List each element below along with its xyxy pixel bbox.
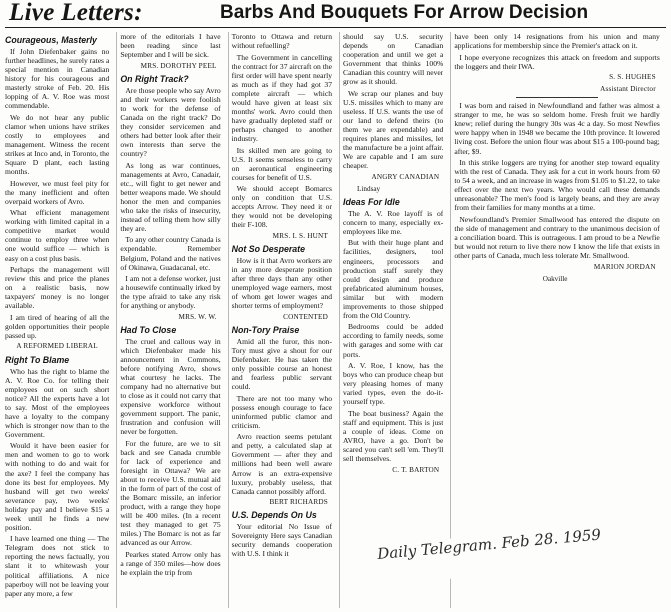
- letter-paragraph: Are those people who say Avro and their workers were foolish to work for the defense of Canada on the right track? Do they consider servicemen and others had better look after their own interests than serve the country?: [120, 85, 221, 159]
- letter-paragraph: I am tired of hearing of all the golden opportunities their people passed up.: [5, 312, 110, 340]
- letter-paragraph: What efficient management working with limited capital in a competitive market would continue to employ three when one would suffice — which is easy on a cost plus basis.: [5, 208, 110, 263]
- letter-paragraph: I was born and raised in Newfoundland and father was almost a stranger to me, he was so seldom home. Fresh fruit we hardly knew; relief during the hungry 30s was 4c a day. So most Newfies were happy when in 1948 we became the 10th province. It lowered living cost. Before the union flour was about $15 a 100-pound bag; after, $9.: [454, 101, 660, 156]
- column-2: [116, 32, 220, 608]
- column-4: [339, 32, 443, 608]
- letter-signature: MRS. I. S. HUNT: [272, 231, 328, 240]
- letter-paragraph: Bedrooms could be added according to family needs, some with garages and some with car ports.: [343, 322, 444, 359]
- letter-subhead: Not So Desperate: [231, 244, 305, 255]
- letter-subhead: U.S. Depends On Us: [231, 510, 317, 521]
- letter-paragraph: I hope everyone recognizes this attack on freedom and supports the loggers and their IWA.: [454, 52, 660, 71]
- letter-paragraph: Toronto to Ottawa and return without refuelling?: [231, 32, 332, 51]
- letter-paragraph: We do not hear any public clamor when unions have strikes costly to employees and management. Witness the recent strikes at Inco and, in Toronto, the Square D plant, each lasting months.: [5, 112, 110, 177]
- letter-paragraph: The boat business? Again the staff and equipment. This is just a couple of ideas. Come on AVRO, have a go. Don't be scared you can't sell 'em. They'll sell themselves.: [343, 408, 444, 464]
- letter-paragraph: There are not too many who possess enough courage to face uninformed public clamor and criticism.: [231, 393, 332, 430]
- letter-paragraph: more of the editorials I have been reading since last September and I will be sick.: [120, 32, 221, 60]
- letter-signature-title: Assistant Director: [600, 85, 656, 94]
- letter-paragraph: However, we must feel pity for the many inefficient and often overpaid workers of Avro.: [5, 178, 110, 206]
- letter-paragraph: Who has the right to blame the A. V. Roe Co. for telling their employees out on such short notice? All the experts have a lot to say. Most of the employees have a loyalty to the company which is stronger now than to the Government.: [5, 366, 110, 439]
- letter-subhead: On Right Track?: [120, 73, 189, 84]
- letter-paragraph: To any other country Canada is expendable. Remember Belgium, Poland and the natives of Okinawa, Guadacanal, etc.: [120, 235, 221, 272]
- letter-paragraph: I am not a defense worker, just a housewife continually irked by the type afraid to take any risk for anything or anybody.: [120, 274, 221, 311]
- letter-paragraph: Your editorial No Issue of Sovereignty Here says Canadian security demands cooperation with U.S. I think it: [231, 522, 332, 559]
- letter-paragraph: The A. V. Roe layoff is of concern to many, especially ex-employees like me.: [343, 208, 444, 236]
- letter-paragraph: How is it that Avro workers are in any more desperate position after three days than any other unemployed wage earners, most of whom get lower wages and shorter terms of employment?: [231, 256, 332, 311]
- letter-subhead: Ideas For Idle: [343, 196, 400, 207]
- letter-divider: [516, 97, 598, 98]
- column-5: [450, 32, 666, 608]
- letter-paragraph: Newfoundland's Premier Smallwood has entered the dispute on the side of management and contrary to the unanimous decision of a conciliation board. This is outrageous. I am proud to be a Newfie but would not return to live there now I know the life that exists in other parts of Canada, much less tolerate Mr. Smallwood.: [454, 214, 660, 261]
- letter-subhead: Non-Tory Praise: [231, 324, 300, 335]
- letter-paragraph: A. V. Roe, I know, has the boys who can produce cheap but very pleasing homes of many varied types, even the do-it-yourself type.: [343, 361, 444, 407]
- letter-paragraph: The cruel and callous way in which Diefenbaker made his announcement in Commons, before notifying Avro, shows what courtesy he lacks. The company had no alternative but to close as it could not carry that expensive workforce without government support. The panic, frustration and confusion will never be forgotten.: [120, 336, 221, 437]
- letter-signature: MRS. W. W.: [178, 312, 217, 321]
- letter-signature: BERT RICHARDS: [269, 498, 328, 507]
- letter-paragraph: Avro reaction seems petulant and petty, a calculated slap at Government — after they and millions had been well aware Arrow is an extra-expensive luxury, probably useless, that Canada cannot possibly afford.: [231, 432, 332, 496]
- letter-paragraph: We scrap our planes and buy U.S. missiles which to many are useless. If U.S. wants the use of our land to defend theirs (to them we are expendable) and requires planes and missiles, let the manufacture be a joint affair. We are capable and I am sure cheaper.: [343, 88, 444, 171]
- letter-signature-place: Oakville: [542, 274, 568, 283]
- letter-paragraph: If John Diefenbaker gains no further headlines, he surely rates a special mention in Canadian history for his courageous and masterly stroke of Feb. 20. His lopping of A. V. Roe was most commendable.: [5, 47, 110, 111]
- letter-signature: A REFORMED LIBERAL: [16, 342, 98, 351]
- letter-paragraph: But with their huge plant and facilities, designers, tool engineers, processors and production staff surely they could design and produce prefabricated aluminum houses, similar but with modern improvements to those shipped from the Old Country.: [343, 238, 444, 320]
- letter-paragraph: We should accept Bomarcs only on condition that U.S. accepts Arrow. They need it or they would not be developing their F-108.: [231, 184, 332, 230]
- page-headline: Barbs And Bouquets For Arrow Decision: [220, 2, 589, 23]
- letter-signature: MARION JORDAN: [593, 262, 656, 271]
- letter-signature: CONTENTED: [283, 312, 328, 321]
- column-kicker: Live Letters:: [9, 0, 143, 26]
- letter-subhead: Had To Close: [120, 324, 177, 335]
- column-1: [5, 32, 109, 608]
- letter-signature-place: Lindsay: [357, 184, 381, 193]
- handwritten-source-note: Daily Telegram. Feb 28. 1959: [377, 531, 540, 585]
- letter-signature: ANGRY CANADIAN: [371, 172, 440, 181]
- letter-paragraph: In this strike loggers are trying for another step toward equality with the rest of Canada. They ask for a cut in work hours from 60 to 54 a week, and an increase in wages from $1.05 to $1.22, to take effect over the next two years. Who would call these demands unreasonable? The men's food is largely beans, and they are away from their families for many months at a time.: [454, 158, 660, 213]
- letter-paragraph: Its skilled men are going to U.S. It seems senseless to carry on aeronautical engineering courses for benefit of U.S.: [231, 145, 332, 182]
- letter-paragraph: have been only 14 resignations from his union and many applications for membership since the Premier's attack on it.: [454, 32, 660, 51]
- letter-signature: C. T. BARTON: [392, 465, 440, 474]
- masthead: [5, 1, 666, 28]
- letter-paragraph: For the future, are we to sit back and see Canada crumble for lack of experience and foresight in Ottawa? We are about to receive U.S. mutual aid in the form of part of the cost of the Bomarc missile, an inferior product, with a range they hope will be 400 miles. (In a recent test they managed to get 75 miles.) The Bomarc is not as far advanced as our Arrow.: [120, 438, 221, 548]
- letter-signature: S. S. HUGHES: [609, 73, 656, 82]
- column-3: [228, 32, 332, 608]
- letter-paragraph: should say U.S. security depends on Canadian cooperation and until we get a Government that thinks 100% Canadian this country will never grow as it should.: [343, 32, 444, 87]
- letter-paragraph: Perhaps the management will review this and price the planes on a realistic basis, now taxpayers' money is no longer available.: [5, 265, 110, 311]
- letter-subhead: Courageous, Masterly: [5, 35, 97, 45]
- letter-paragraph: Pearkes stated Arrow only has a range of 350 miles—how does he explain the trip from: [120, 549, 221, 578]
- letter-signature: MRS. DOROTHY PEEL: [140, 61, 217, 70]
- letter-paragraph: The Government in cancelling the contract for 37 aircraft on the first order will have spent nearly as much as if they had got 37 complete aircraft — which would have given at least six months' work. Avro could then have gradually depleted staff or perhaps changed to another industry.: [231, 52, 332, 144]
- letter-paragraph: I have learned one thing — The Telegram does not stick to reporting the news factually, you slant it to whitewash your political affiliations. A nice paperboy will not be leaving your paper any more, a few: [5, 534, 110, 598]
- letter-paragraph: As long as war continues, managements at Avro, Canadair, etc., will fight to get newer and better weapons made. We should honor the men and companies who take the risks of insecurity, instead of telling them how silly they are.: [120, 160, 221, 233]
- letter-paragraph: Amid all the furor, this non-Tory must give a shout for our Diefenbaker. He has taken the only possible course an honest and fearless public servant could.: [231, 336, 332, 392]
- letters-columns: [5, 32, 666, 608]
- letter-paragraph: Would it have been easier for men and women to go to work with nothing to do and wait for the axe? I feel the company has done its best for employees. My husband will get two weeks' severance pay, two weeks' holiday pay and I believe $15 a week until he finds a new position.: [5, 441, 110, 532]
- letter-subhead: Right To Blame: [5, 354, 70, 365]
